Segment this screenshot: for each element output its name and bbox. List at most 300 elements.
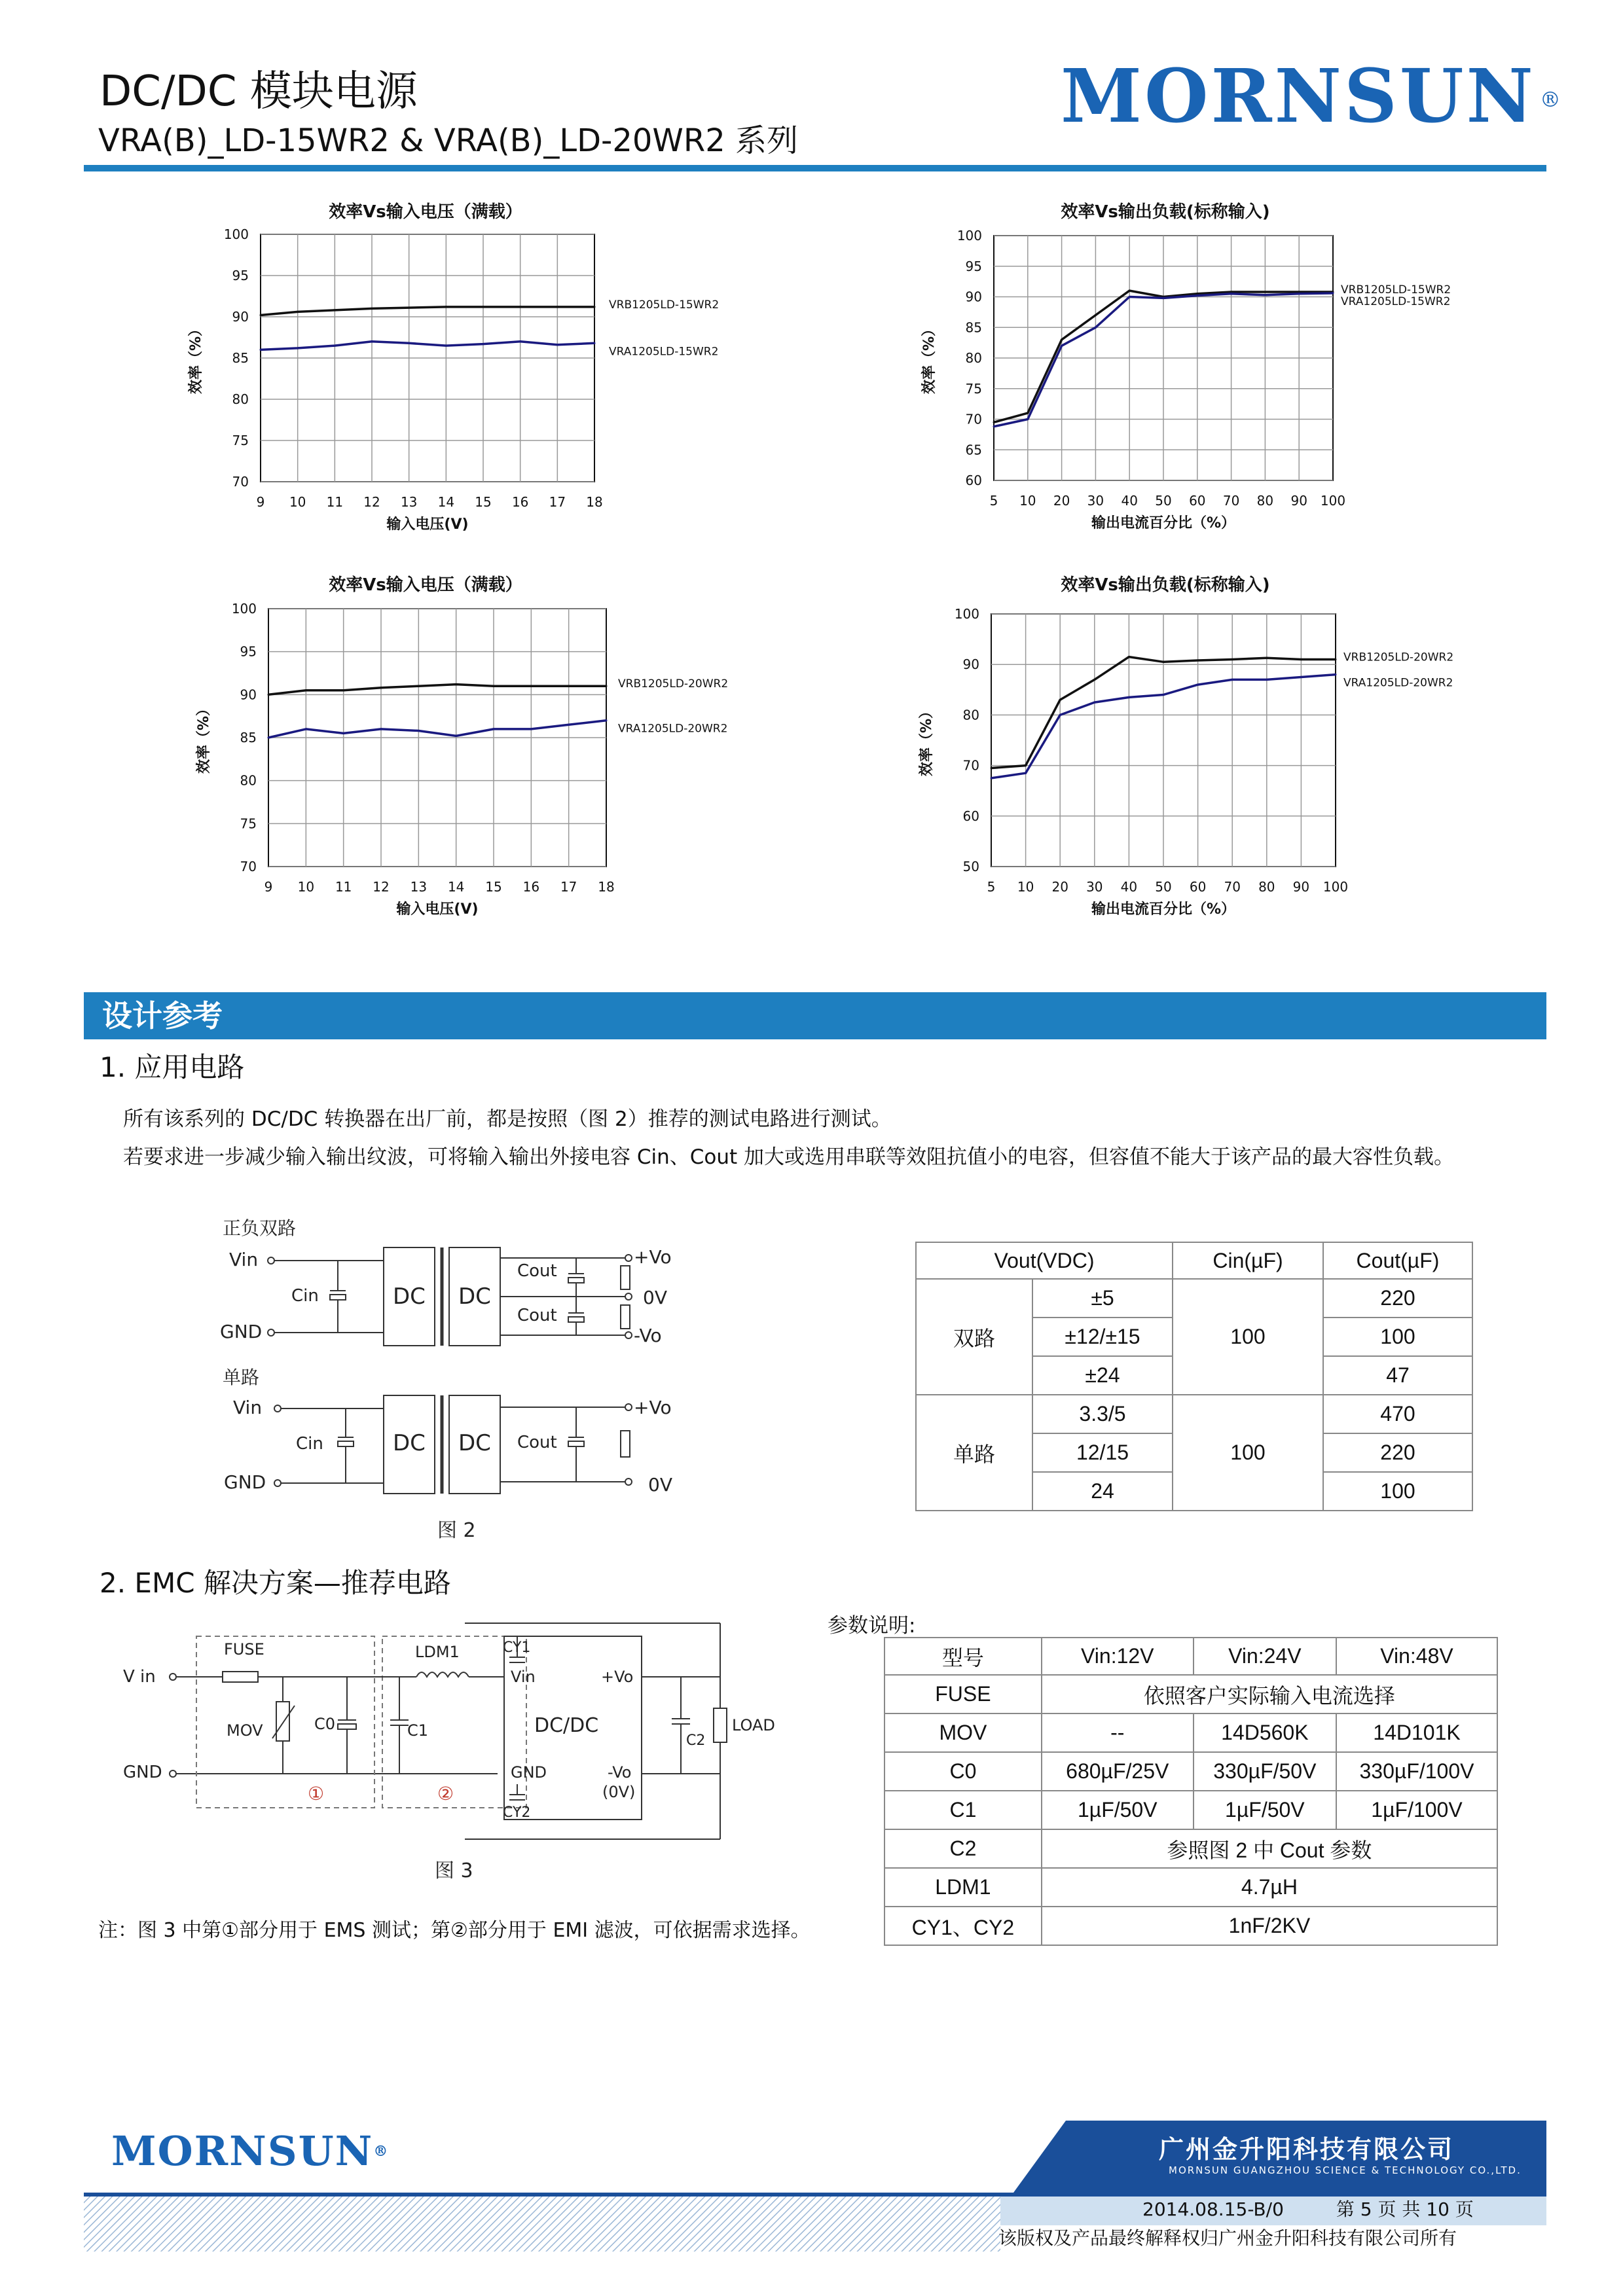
cap-cell: 100 <box>1323 1318 1472 1356</box>
fig3-0v-pin: (0V) <box>602 1783 636 1801</box>
chart-point <box>993 425 995 427</box>
chart-point <box>342 732 344 734</box>
section-bar <box>84 992 1546 1039</box>
fig2-dual-vin-terminal <box>268 1257 274 1264</box>
chart-series-label: VRB1205LD-15WR2 <box>1341 283 1451 297</box>
chart-point <box>1128 656 1130 658</box>
fig2-dual-0v-terminal <box>625 1293 632 1300</box>
chart-tick-x: 100 <box>1322 879 1349 895</box>
fig3-ldm1-inductor <box>416 1672 469 1677</box>
chart-point <box>1095 314 1097 316</box>
cap-cell: ±24 <box>1032 1356 1173 1395</box>
cap-header-vout: Vout(VDC) <box>916 1242 1173 1279</box>
fig2-dual-load-top <box>621 1266 630 1289</box>
chart-point <box>606 719 608 721</box>
chart-point <box>594 306 596 308</box>
brand-logo <box>1061 54 1563 139</box>
company-name-cn: 广州金升阳科技有限公司 <box>1159 2135 1455 2164</box>
chart-tick-x: 30 <box>1087 493 1104 509</box>
chart-tick-x: 60 <box>1189 493 1206 509</box>
fig3-c1-label: C1 <box>407 1721 429 1740</box>
section-title: 设计参考 <box>102 998 223 1033</box>
footer-copyright: 该版权及产品最终解释权归广州金升阳科技有限公司所有 <box>998 2227 1457 2249</box>
chart-point <box>594 342 596 344</box>
brand-logo-text: MORNSUN <box>1061 54 1536 139</box>
chart-tick-y: 70 <box>965 411 982 427</box>
chart-tick-x: 9 <box>256 494 265 510</box>
fig3-vin-terminal <box>170 1674 176 1680</box>
fig3-gnd: GND <box>123 1763 162 1782</box>
chart-ylabel: 效率（%） <box>196 701 212 774</box>
chart-tick-x: 18 <box>586 494 603 510</box>
chart-point <box>483 306 484 308</box>
chart-tick-x: 50 <box>1155 493 1172 509</box>
fig3-fuse <box>223 1672 258 1682</box>
param-cell: 4.7µH <box>1042 1868 1497 1907</box>
chart-series-line <box>261 307 594 315</box>
chart-tick-x: 80 <box>1258 879 1275 895</box>
chart-tick-x: 10 <box>297 879 315 895</box>
chart-point <box>991 777 993 779</box>
chart-point <box>1231 679 1233 681</box>
param-header-12v: Vin:12V <box>1042 1638 1194 1675</box>
param-header-model: 型号 <box>884 1638 1042 1675</box>
page-subtitle: VRA(B)_LD-15WR2 & VRA(B)_LD-20WR2 系列 <box>98 122 799 159</box>
chart-tick-x: 9 <box>264 879 273 895</box>
chart-point <box>1230 293 1232 295</box>
chart-tick-x: 10 <box>1019 493 1036 509</box>
chart-tick-x: 10 <box>1017 879 1034 895</box>
param-cell: FUSE <box>884 1675 1042 1713</box>
chart-tick-x: 15 <box>475 494 492 510</box>
chart-point <box>305 689 307 691</box>
app-circuit-heading: 1. 应用电路 <box>100 1051 245 1083</box>
chart-point <box>1197 660 1199 662</box>
chart-tick-x: 90 <box>1292 879 1310 895</box>
fig3-plusvo-pin: +Vo <box>601 1668 634 1686</box>
chart-xlabel: 输出电流百分比（%） <box>1091 515 1236 531</box>
fig2-single-vin: Vin <box>233 1397 263 1418</box>
chart-point <box>1163 694 1165 696</box>
cap-group-single: 单路 <box>916 1395 1032 1511</box>
chart-point <box>305 728 307 730</box>
fig3-mov-label: MOV <box>227 1721 263 1740</box>
param-header-48v: Vin:48V <box>1336 1638 1497 1675</box>
fig3-emc-circuit <box>111 1617 805 1892</box>
chart-point <box>606 685 608 687</box>
fig3-cy1-label: CY1 <box>503 1640 531 1656</box>
chart-xlabel: 输入电压(V) <box>396 901 479 918</box>
chart-point <box>1264 294 1266 296</box>
chart-point <box>1093 702 1095 704</box>
chart-series-label: VRB1205LD-20WR2 <box>618 677 729 691</box>
chart-point <box>445 306 447 308</box>
fig3-minusvo-pin: -Vo <box>608 1763 632 1782</box>
chart-point <box>1025 772 1027 774</box>
chart-point <box>1061 338 1063 340</box>
app-paragraph-1: 所有该系列的 DC/DC 转换器在出厂前，都是按照（图 2）推荐的测试电路进行测试。 <box>123 1107 892 1131</box>
chart-point <box>1300 658 1302 660</box>
chart-point <box>371 340 373 342</box>
fig3-c2-label: C2 <box>686 1732 706 1749</box>
chart-ylabel: 效率（%） <box>921 321 938 395</box>
chart-tick-x: 15 <box>485 879 502 895</box>
cap-cell: 220 <box>1323 1279 1472 1318</box>
param-header-24v: Vin:24V <box>1194 1638 1336 1675</box>
chart-point <box>380 687 382 689</box>
chart-title: 效率Vs输出负载(标称输入) <box>1061 202 1270 222</box>
chart-point <box>455 735 457 737</box>
chart-tick-y: 50 <box>962 859 979 874</box>
chart-tick-y: 90 <box>965 289 982 305</box>
fig2-dual-dc-right-label: DC <box>458 1283 491 1310</box>
fig3-vin: V in <box>123 1667 156 1687</box>
chart-tick-x: 40 <box>1120 879 1138 895</box>
chart-series-label: VRA1205LD-20WR2 <box>618 722 728 736</box>
footer-registered-mark: ® <box>373 2143 390 2160</box>
fig2-dual-0v: 0V <box>643 1287 667 1308</box>
chart-tick-x: 16 <box>522 879 540 895</box>
chart-tick-y: 90 <box>962 656 979 673</box>
cap-cell: 100 <box>1173 1395 1323 1511</box>
fig3-mark-1: ① <box>308 1783 325 1804</box>
chart-tick-y: 95 <box>232 268 249 283</box>
chart-point <box>334 309 336 311</box>
cap-group-dual: 双路 <box>916 1279 1032 1395</box>
fig2-dual-dc-left-label: DC <box>393 1283 426 1310</box>
chart-xlabel: 输出电流百分比（%） <box>1091 901 1236 918</box>
fig2-single-0v: 0V <box>648 1474 672 1496</box>
chart-point <box>260 349 262 351</box>
chart-tick-y: 100 <box>223 226 249 242</box>
chart-series-line <box>268 685 606 695</box>
chart-point <box>556 306 558 308</box>
cap-cell: 3.3/5 <box>1032 1395 1173 1433</box>
chart-point <box>1061 345 1063 347</box>
cap-cell: 100 <box>1323 1472 1472 1511</box>
chart-ylabel: 效率（%） <box>919 704 935 777</box>
chart-tick-x: 30 <box>1086 879 1103 895</box>
fig2-dual-gnd-terminal <box>268 1329 274 1336</box>
footer-logo <box>111 2128 389 2174</box>
page-number: 第 5 页 共 10 页 <box>1336 2198 1474 2220</box>
chart-point <box>1332 292 1334 294</box>
chart-tick-y: 70 <box>232 474 249 490</box>
company-name-en: MORNSUN GUANGZHOU SCIENCE & TECHNOLOGY CO.,LTD. <box>1169 2164 1522 2176</box>
cap-cell: 100 <box>1173 1279 1323 1395</box>
fig3-vin-pin: Vin <box>511 1668 536 1686</box>
fig2-single-dc-left-label: DC <box>393 1430 426 1456</box>
chart-point <box>1163 661 1165 663</box>
chart-title: 效率Vs输入电压（满载） <box>329 202 522 222</box>
cap-cell: ±5 <box>1032 1279 1173 1318</box>
chart-tick-x: 16 <box>511 494 529 510</box>
chart-tick-x: 100 <box>1320 493 1346 509</box>
param-cell: 14D101K <box>1336 1713 1497 1752</box>
fig3-cy2-label: CY2 <box>503 1804 531 1821</box>
chart-point <box>993 422 995 423</box>
fig2-dual-gnd: GND <box>220 1321 263 1342</box>
chart-tick-y: 80 <box>962 707 979 723</box>
chart-point <box>493 728 495 730</box>
param-cell: 参照图 2 中 Cout 参数 <box>1042 1829 1497 1868</box>
chart-tick-x: 70 <box>1222 493 1240 509</box>
chart-tick-y: 70 <box>240 859 257 874</box>
chart-tick-y: 80 <box>240 772 257 789</box>
chart-series-label: VRA1205LD-20WR2 <box>1343 676 1453 690</box>
chart-point <box>380 728 382 730</box>
doc-version: 2014.08.15-B/0 <box>1142 2198 1284 2220</box>
chart-point <box>445 345 447 347</box>
chart-point <box>519 340 521 342</box>
chart-tick-x: 90 <box>1290 493 1307 509</box>
chart-tick-y: 85 <box>232 350 249 366</box>
chart-point <box>493 685 495 687</box>
chart-efficiency-vs-input-15w <box>187 202 719 533</box>
fig2-dual-label: 正负双路 <box>223 1217 297 1239</box>
chart-point <box>268 694 270 696</box>
chart-point <box>1129 290 1131 292</box>
chart-series-label: VRA1205LD-15WR2 <box>1341 295 1451 308</box>
param-cell: 依照客户实际输入电流选择 <box>1042 1675 1497 1713</box>
chart-point <box>1197 684 1199 686</box>
param-cell: C0 <box>884 1752 1042 1791</box>
fig2-single-vin-terminal <box>274 1405 281 1412</box>
chart-point <box>371 308 373 310</box>
chart-point <box>1093 679 1095 681</box>
param-cell: CY1、CY2 <box>884 1907 1042 1945</box>
chart-point <box>1196 295 1198 296</box>
chart-point <box>408 342 410 344</box>
chart-tick-x: 5 <box>989 493 998 509</box>
chart-series-label: VRA1205LD-15WR2 <box>609 345 719 359</box>
chart-series-line <box>268 721 606 738</box>
cap-cell: ±12/±15 <box>1032 1318 1173 1356</box>
chart-tick-x: 17 <box>549 494 566 510</box>
cap-header-cin: Cin(µF) <box>1173 1242 1323 1279</box>
fig2-dual-vin: Vin <box>229 1249 259 1270</box>
chart-tick-y: 85 <box>240 730 257 745</box>
registered-mark: ® <box>1539 87 1563 112</box>
chart-point <box>1300 676 1302 678</box>
cap-cell: 47 <box>1323 1356 1472 1395</box>
chart-point <box>418 685 420 687</box>
fig2-single-cin: Cin <box>296 1434 323 1454</box>
fig3-region-1 <box>196 1636 374 1808</box>
chart-tick-y: 80 <box>965 350 982 366</box>
chart-point <box>568 724 570 726</box>
param-cell: C2 <box>884 1829 1042 1868</box>
param-cell: 330µF/100V <box>1336 1752 1497 1791</box>
chart-point <box>260 314 262 316</box>
chart-point <box>1095 327 1097 329</box>
chart-point <box>1298 293 1300 295</box>
chart-tick-y: 75 <box>240 816 257 832</box>
charts-area <box>0 190 1623 949</box>
fig2-single-dc-right-label: DC <box>458 1430 491 1456</box>
chart-point <box>568 685 570 687</box>
cap-header-cout: Cout(µF) <box>1323 1242 1472 1279</box>
chart-tick-y: 75 <box>232 433 249 448</box>
param-cell: 1nF/2KV <box>1042 1907 1497 1945</box>
chart-tick-y: 75 <box>965 380 982 397</box>
param-cell: LDM1 <box>884 1868 1042 1907</box>
chart-point <box>297 347 299 349</box>
chart-point <box>1025 764 1027 766</box>
chart-tick-y: 95 <box>965 258 982 274</box>
chart-tick-x: 12 <box>363 494 380 510</box>
fig2-dual-load-bottom <box>621 1305 630 1329</box>
fig3-load <box>714 1708 727 1742</box>
chart-tick-y: 80 <box>232 391 249 407</box>
chart-tick-y: 85 <box>965 319 982 336</box>
chart-point <box>1264 291 1266 293</box>
chart-point <box>1059 699 1061 701</box>
chart-tick-y: 70 <box>962 757 979 774</box>
fig3-caption: 图 3 <box>435 1859 473 1882</box>
chart-efficiency-vs-load-20w <box>918 575 1453 918</box>
chart-point <box>483 343 484 345</box>
fig3-mark-2: ② <box>437 1783 454 1804</box>
chart-point <box>1027 418 1029 420</box>
footer-line <box>84 2193 1546 2197</box>
app-paragraph-2: 若要求进一步减少输入输出纹波，可将输入输出外接电容 Cin、Cout 加大或选用串联等效阻抗值小的电容，但容值不能大于该产品的最大容性负载。 <box>123 1145 1455 1169</box>
chart-tick-x: 14 <box>437 494 455 510</box>
fig3-ldm1-label: LDM1 <box>415 1643 460 1661</box>
fig2-dual-cout-top: Cout <box>517 1261 557 1281</box>
chart-title: 效率Vs输入电压（满载） <box>329 575 522 595</box>
chart-point <box>519 306 521 308</box>
chart-point <box>1266 679 1267 681</box>
chart-tick-y: 100 <box>231 601 257 617</box>
fig2-dual-minusvo: -Vo <box>634 1325 662 1346</box>
chart-tick-x: 12 <box>373 879 390 895</box>
chart-series-line <box>261 342 594 350</box>
fig3-c0-label: C0 <box>314 1715 336 1733</box>
param-cell: 680µF/25V <box>1042 1752 1194 1791</box>
chart-tick-y: 100 <box>957 228 982 243</box>
fig3-gnd-terminal <box>170 1770 176 1777</box>
chart-point <box>268 737 270 739</box>
fig2-circuit <box>196 1211 694 1545</box>
chart-tick-y: 100 <box>954 606 979 622</box>
chart-point <box>408 307 410 309</box>
chart-ylabel: 效率（%） <box>188 321 204 395</box>
fig2-single-cout: Cout <box>517 1433 557 1452</box>
chart-point <box>1335 673 1337 675</box>
chart-point <box>334 345 336 347</box>
chart-tick-x: 14 <box>447 879 465 895</box>
chart-point <box>342 689 344 691</box>
chart-tick-x: 50 <box>1155 879 1172 895</box>
chart-efficiency-vs-input-20w <box>195 575 728 918</box>
fig2-dual-plusvo-terminal <box>625 1255 632 1261</box>
cap-cell: 220 <box>1323 1433 1472 1472</box>
page-title: DC/DC 模块电源 <box>100 67 418 116</box>
chart-tick-x: 20 <box>1051 879 1068 895</box>
chart-point <box>1027 412 1029 414</box>
chart-tick-y: 95 <box>240 643 257 660</box>
param-table-title: 参数说明: <box>828 1614 916 1638</box>
chart-tick-x: 40 <box>1121 493 1138 509</box>
emc-heading: 2. EMC 解决方案—推荐电路 <box>100 1567 451 1599</box>
cap-cell: 24 <box>1032 1472 1173 1511</box>
footer-hatch <box>84 2197 1000 2251</box>
capacitor-table <box>915 1242 1473 1511</box>
chart-tick-y: 65 <box>965 442 982 458</box>
chart-tick-x: 10 <box>289 494 306 510</box>
fig2-caption: 图 2 <box>437 1519 476 1542</box>
fig2-single-plusvo-terminal <box>625 1404 632 1410</box>
cap-cell: 12/15 <box>1032 1433 1173 1472</box>
fig2-single-plusvo: +Vo <box>634 1397 672 1418</box>
chart-point <box>455 683 457 685</box>
param-cell: 1µF/50V <box>1194 1791 1336 1829</box>
chart-point <box>1163 297 1165 299</box>
chart-point <box>1266 657 1267 659</box>
chart-xlabel: 输入电压(V) <box>386 516 469 533</box>
fig2-single-load <box>621 1431 630 1457</box>
footer-logo-text: MORNSUN <box>111 2127 374 2175</box>
fig2-single-gnd: GND <box>224 1471 266 1493</box>
fig3-gnd-pin: GND <box>511 1763 547 1782</box>
chart-tick-x: 11 <box>335 879 352 895</box>
chart-point <box>991 767 993 769</box>
chart-point <box>1231 658 1233 660</box>
chart-tick-x: 13 <box>410 879 428 895</box>
param-cell: C1 <box>884 1791 1042 1829</box>
chart-point <box>530 728 532 730</box>
fig3-mov <box>276 1702 289 1741</box>
fig2-dual-cin: Cin <box>291 1286 319 1306</box>
chart-point <box>418 730 420 732</box>
param-cell: 14D560K <box>1194 1713 1336 1752</box>
chart-tick-x: 11 <box>326 494 344 510</box>
fig2-dual-cout-bottom: Cout <box>517 1306 557 1325</box>
chart-point <box>1335 658 1337 660</box>
fig2-single-label: 单路 <box>223 1367 260 1388</box>
fig2-dual-plusvo: +Vo <box>634 1246 672 1268</box>
fig3-dcdc-label: DC/DC <box>534 1714 599 1737</box>
fig3-load-label: LOAD <box>732 1716 775 1734</box>
chart-tick-x: 5 <box>987 879 996 895</box>
fig3-fuse-label: FUSE <box>224 1640 264 1659</box>
fig2-single-gnd-terminal <box>274 1480 281 1486</box>
fig2-single-0v-terminal <box>625 1479 632 1485</box>
chart-tick-x: 70 <box>1224 879 1241 895</box>
fig2-dual-minusvo-terminal <box>625 1332 632 1338</box>
emc-note: 注：图 3 中第①部分用于 EMS 测试；第②部分用于 EMI 滤波，可依据需求选择。 <box>98 1919 811 1942</box>
chart-point <box>530 685 532 687</box>
chart-series-label: VRB1205LD-15WR2 <box>609 298 720 312</box>
footer-date <box>1142 2198 1474 2221</box>
chart-tick-y: 60 <box>962 808 979 824</box>
param-cell: 1µF/100V <box>1336 1791 1497 1829</box>
param-table <box>884 1637 1498 1946</box>
chart-point <box>1059 714 1061 716</box>
chart-tick-x: 13 <box>400 494 418 510</box>
chart-tick-x: 80 <box>1256 493 1274 509</box>
header-rule <box>84 165 1546 171</box>
param-cell: 330µF/50V <box>1194 1752 1336 1791</box>
chart-tick-x: 17 <box>560 879 577 895</box>
chart-tick-y: 60 <box>965 473 982 488</box>
chart-efficiency-vs-load-15w <box>921 202 1451 531</box>
chart-series-label: VRB1205LD-20WR2 <box>1343 651 1454 664</box>
chart-tick-x: 60 <box>1189 879 1207 895</box>
param-cell: 1µF/50V <box>1042 1791 1194 1829</box>
chart-tick-y: 90 <box>240 687 257 703</box>
